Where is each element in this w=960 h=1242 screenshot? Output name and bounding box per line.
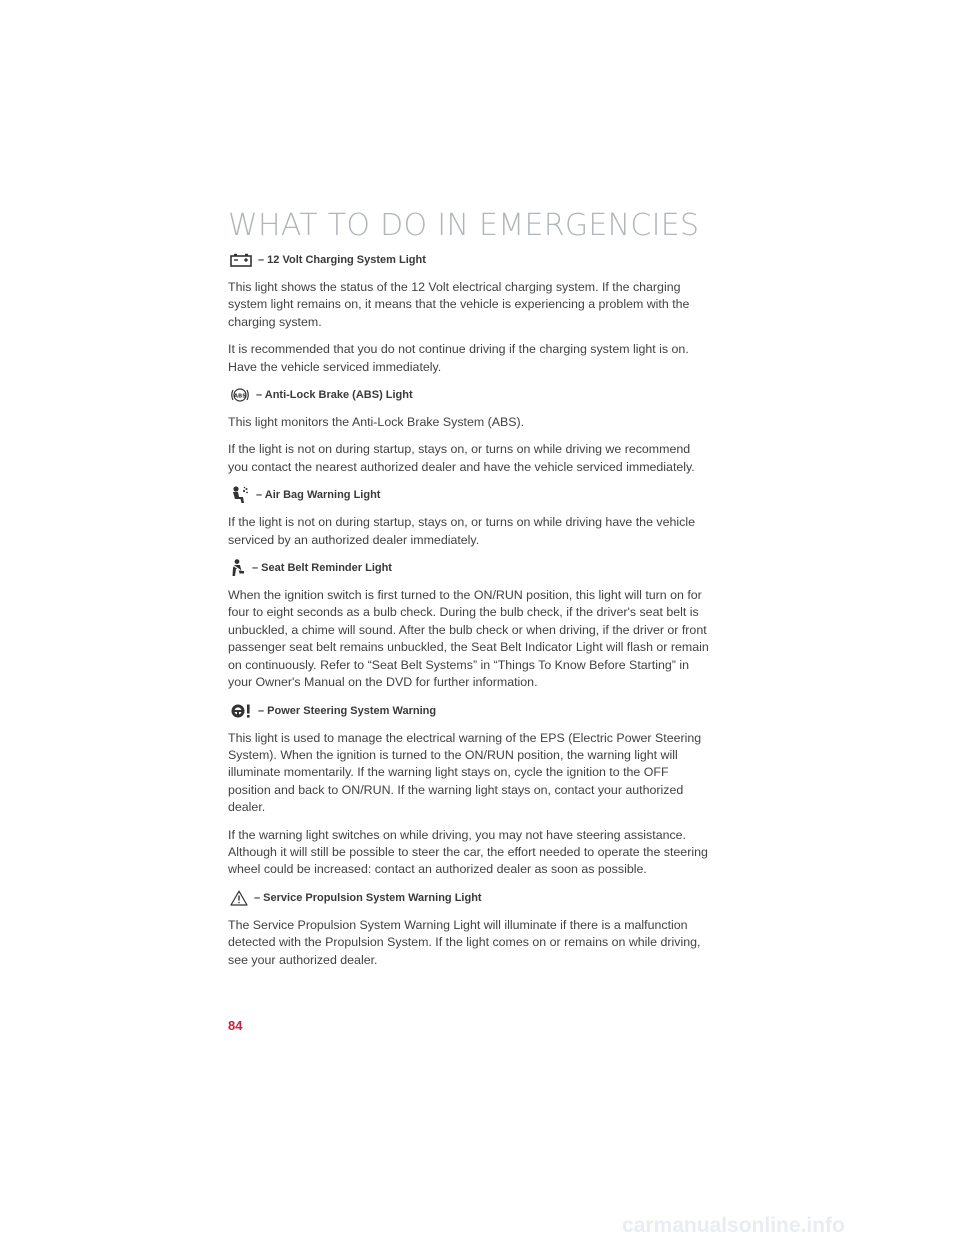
heading-service-propulsion-light [230,889,712,907]
power-steering-icon [230,703,252,719]
heading-text: – Service Propulsion System Warning Light [254,891,482,904]
paragraph: If the light is not on during startup, stays on, or turns on while driving we recommend you contact the nearest authorized dealer and have the vehicle serviced immediately. [228,442,695,474]
paragraph: If the light is not on during startup, stays on, or turns on while driving have the vehicle serviced by an authorized dealer immediately. [228,515,695,547]
heading-charging-system-light [230,251,712,269]
heading-text: – 12 Volt Charging System Light [258,254,426,266]
heading-text: – Power Steering System Warning [258,704,437,717]
airbag-icon [230,486,250,504]
paragraph: The Service Propulsion System Warning Light will illuminate if there is a malfunction detected with the Propulsion System. If the light comes on or remains on while driving, see your authorized dealer. [228,917,701,967]
warning-triangle-icon [230,890,248,906]
paragraph: When the ignition switch is first turned to the ON/RUN position, this light will turn on for four to eight seconds as a bulb check. During the bulb check, if the driver's seat belt is unbuckled, a chime will sound. After the bulb check or when driving, if the driver or front passenger seat belt remains unbuckled, the Seat Belt Indicator Light will flash or remain on continuously. Refer to “Seat Belt Systems” in “Things To Know Before Starting” in your Owner's Manual on the DVD for further information. [228,588,709,690]
svg-text:ABS: ABS [233,393,247,400]
heading-airbag-light [230,486,712,504]
heading-power-steering-warning [230,702,712,720]
watermark-logo [622,1210,952,1240]
seat-belt-icon [230,559,246,577]
paragraph: This light is used to manage the electrical warning of the EPS (Electric Power Steering System). When the ignition is turned to the ON/RUN position, the warning light will illuminate momentarily. If the warning light stays on, cycle the ignition to the OFF position and back to ON/RUN. If the warning light stays on, contact your authorized dealer. [228,730,702,815]
paragraph: If the warning light switches on while driving, you may not have steering assistance. Although it will still be possible to steer the car, the effort needed to operate the steering wheel could be increased: contact an authorized dealer as soon as possible. [228,827,708,877]
paragraph: It is recommended that you do not continue driving if the charging system light is on. Have the vehicle serviced immediately. [228,342,689,374]
svg-text:carmanualsonline.info: carmanualsonline.info [622,1214,845,1237]
heading-text: – Seat Belt Reminder Light [252,562,392,575]
heading-text: – Air Bag Warning Light [256,489,381,502]
heading-seat-belt-light [230,559,712,577]
section-title: WHAT TO DO IN EMERGENCIES [228,208,700,243]
paragraph: This light monitors the Anti-Lock Brake System (ABS). [228,415,525,430]
abs-icon [230,387,250,403]
page-number: 84 [228,1018,243,1033]
heading-abs-light [230,386,712,404]
paragraph: This light shows the status of the 12 Volt electrical charging system. If the charging system light remains on, it means that the vehicle is experiencing a problem with the charging system. [228,280,690,329]
battery-icon [230,253,252,267]
page-content [228,251,712,979]
heading-text: – Anti-Lock Brake (ABS) Light [256,389,413,402]
